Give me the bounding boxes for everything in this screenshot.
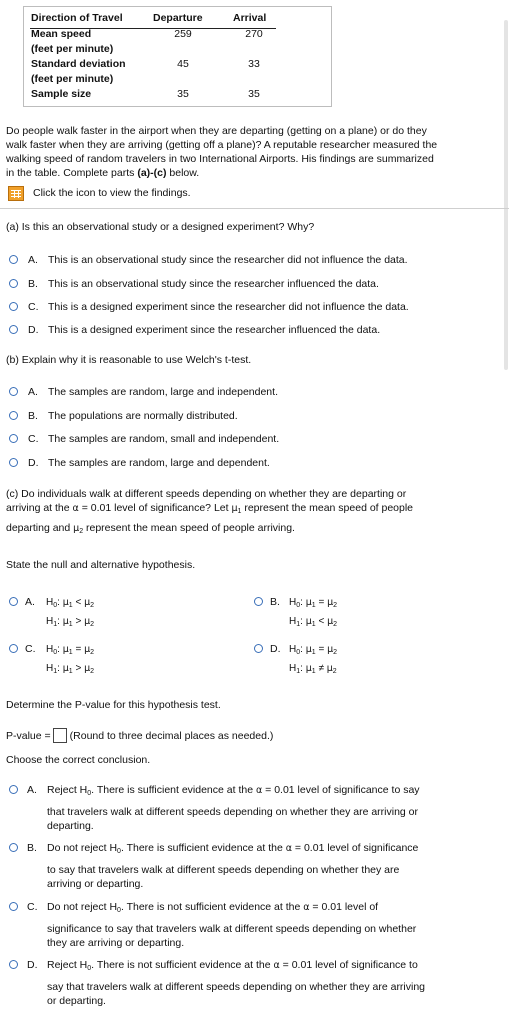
colon: : <box>57 644 60 655</box>
relation: = <box>75 644 82 655</box>
relation: ≠ <box>318 663 324 674</box>
conclusion-line: or departing. <box>47 995 106 1007</box>
mu-symbol: μ <box>305 597 312 608</box>
intro-text <box>6 124 506 180</box>
relation: = <box>318 597 325 608</box>
text-span: departing and <box>6 522 74 534</box>
mu-symbol: μ <box>73 523 80 534</box>
text-span: . There is not sufficient evidence at the <box>91 959 274 971</box>
option-text[interactable]: The samples are random, small and independent. <box>48 433 280 445</box>
conclusion-C[interactable] <box>47 900 502 950</box>
alpha-symbol: α <box>303 902 310 913</box>
mu-symbol: μ <box>62 644 69 655</box>
subscript: 2 <box>333 602 338 609</box>
mu-symbol: μ <box>327 597 334 608</box>
mu-symbol: μ <box>327 616 334 627</box>
alpha-symbol: α <box>255 785 263 796</box>
intro-line: Do people walk faster in the airport when they are departing (getting on a plane) or do they <box>6 125 427 137</box>
option-letter: D. <box>28 324 39 336</box>
subscript: 0 <box>117 907 121 914</box>
radio-a-B[interactable] <box>9 279 18 288</box>
table-cell-arrival: 270 <box>245 28 263 40</box>
conclusion-line <box>47 958 502 976</box>
option-letter: D. <box>27 959 38 971</box>
subscript: 1 <box>237 508 242 515</box>
subscript: 2 <box>333 621 338 628</box>
option-letter: A. <box>27 784 37 796</box>
radio-hyp-B[interactable] <box>254 597 263 606</box>
intro-line: walk faster when they are arriving (getting off a plane)? A reputable researcher measured the <box>6 139 438 151</box>
subscript: 1 <box>311 602 316 609</box>
table-cell-departure: 35 <box>177 88 189 100</box>
text-span: represent the mean speed of people <box>241 502 414 514</box>
conclusion-line <box>47 900 502 918</box>
text-span: = 0.01 level of <box>309 901 379 913</box>
text-span: Do not reject H <box>47 901 118 913</box>
h-symbol: H <box>46 597 54 608</box>
option-letter: C. <box>28 433 39 445</box>
scrollbar[interactable] <box>504 20 508 370</box>
findings-table <box>23 6 332 107</box>
mu-symbol: μ <box>84 663 91 674</box>
subscript: 1 <box>68 649 73 656</box>
conclusion-D[interactable] <box>47 958 502 1008</box>
table-row-label-unit: (feet per minute) <box>31 73 114 85</box>
mu-symbol: μ <box>84 644 91 655</box>
option-letter: C. <box>25 643 36 655</box>
question-c-line <box>6 521 506 539</box>
relation: > <box>75 616 82 627</box>
section-divider <box>0 208 509 209</box>
subscript: 2 <box>90 649 95 656</box>
question-c-line <box>6 501 506 519</box>
subscript: 0 <box>296 649 301 656</box>
radio-hyp-C[interactable] <box>9 644 18 653</box>
mu-symbol: μ <box>231 503 238 514</box>
subscript: 0 <box>53 649 58 656</box>
mu-symbol: μ <box>327 644 334 655</box>
pvalue-hint: (Round to three decimal places as needed.) <box>69 730 274 742</box>
conclusion-line: say that travelers walk at different speeds depending on whether they are arriving <box>47 981 426 993</box>
intro-line <box>6 166 506 180</box>
text-span: = 0.01 level of significance to <box>279 959 418 971</box>
radio-conclusion-A[interactable] <box>9 785 18 794</box>
option-letter: B. <box>28 410 38 422</box>
option-letter: A. <box>28 386 38 398</box>
colon: : <box>300 663 303 674</box>
hypothesis-B[interactable] <box>289 595 337 633</box>
option-letter: D. <box>28 457 39 469</box>
h-symbol: H <box>289 663 297 674</box>
subscript: 2 <box>332 668 337 675</box>
text-span: = 0.01 level of significance <box>292 842 419 854</box>
view-findings-link[interactable]: Click the icon to view the findings. <box>33 187 191 199</box>
mu-symbol: μ <box>305 663 312 674</box>
table-row-label: Standard deviation <box>31 58 126 70</box>
subscript: 2 <box>79 528 84 535</box>
mu-symbol: μ <box>62 597 69 608</box>
subscript: 1 <box>53 668 58 675</box>
table-header-departure: Departure <box>153 12 203 24</box>
subscript: 1 <box>311 668 316 675</box>
option-text[interactable]: The populations are normally distributed. <box>48 410 238 422</box>
subscript: 1 <box>296 621 301 628</box>
conclusion-line: that travelers walk at different speeds depending on whether they are arriving or <box>47 806 419 818</box>
text-span: = 0.01 level of significance? Let <box>78 502 232 514</box>
mu-symbol: μ <box>84 597 91 608</box>
option-text[interactable]: This is a designed experiment since the researcher did not influence the data. <box>48 301 409 313</box>
pvalue-prompt: Determine the P-value for this hypothesis test. <box>6 699 221 711</box>
conclusion-A[interactable] <box>47 783 502 833</box>
conclusion-line: departing. <box>47 820 94 832</box>
radio-hyp-A[interactable] <box>9 597 18 606</box>
subscript: 1 <box>53 621 58 628</box>
radio-conclusion-D[interactable] <box>9 960 18 969</box>
colon: : <box>57 616 60 627</box>
table-header-direction: Direction of Travel <box>31 12 123 24</box>
table-row-label-unit: (feet per minute) <box>31 43 114 55</box>
table-cell-departure: 259 <box>174 28 192 40</box>
colon: : <box>57 597 60 608</box>
conclusion-line: to say that travelers walk at different speeds depending on whether they are <box>47 864 400 876</box>
h-symbol: H <box>46 644 54 655</box>
mu-symbol: μ <box>84 616 91 627</box>
table-row-label: Mean speed <box>31 28 92 40</box>
hypothesis-D[interactable] <box>289 642 337 680</box>
option-letter: C. <box>27 901 38 913</box>
radio-b-C[interactable] <box>9 434 18 443</box>
h-symbol: H <box>46 663 54 674</box>
text-span: Do not reject H <box>47 842 118 854</box>
pvalue-row <box>6 728 273 743</box>
conclusion-line: significance to say that travelers walk at different speeds depending on whether <box>47 923 417 935</box>
alpha-symbol: α <box>72 503 79 514</box>
subscript: 1 <box>311 621 316 628</box>
relation: < <box>75 597 82 608</box>
radio-a-A[interactable] <box>9 255 18 264</box>
text-span: arriving at the <box>6 502 73 514</box>
conclusion-line <box>47 841 502 859</box>
subscript: 1 <box>311 649 316 656</box>
conclusion-line <box>47 783 502 801</box>
subscript: 0 <box>87 790 92 797</box>
relation: = <box>318 644 325 655</box>
hypothesis-A[interactable] <box>46 595 94 633</box>
conclusion-line: arriving or departing. <box>47 878 144 890</box>
intro-text-span: below. <box>166 167 200 179</box>
colon: : <box>57 663 60 674</box>
text-span: . There is sufficient evidence at the <box>91 784 256 796</box>
mu-symbol: μ <box>305 616 312 627</box>
option-letter: B. <box>28 278 38 290</box>
h-symbol: H <box>289 644 297 655</box>
subscript: 2 <box>90 668 95 675</box>
subscript: 1 <box>68 602 73 609</box>
alpha-symbol: α <box>273 960 280 971</box>
radio-a-C[interactable] <box>9 302 18 311</box>
radio-b-B[interactable] <box>9 411 18 420</box>
subscript: 1 <box>296 668 301 675</box>
option-letter: B. <box>270 596 280 608</box>
text-span: . There is not sufficient evidence at the <box>120 901 304 913</box>
subscript: 0 <box>296 602 301 609</box>
alpha-symbol: α <box>285 843 292 854</box>
colon: : <box>300 616 303 627</box>
mu-symbol: μ <box>62 616 69 627</box>
table-cell-departure: 45 <box>177 58 189 70</box>
option-text[interactable]: The samples are random, large and dependent. <box>48 457 270 469</box>
radio-conclusion-C[interactable] <box>9 902 18 911</box>
table-icon[interactable] <box>8 186 24 201</box>
conclusion-B[interactable] <box>47 841 502 891</box>
table-cell-arrival: 35 <box>248 88 260 100</box>
colon: : <box>300 644 303 655</box>
option-letter: A. <box>28 254 38 266</box>
subscript: 2 <box>90 602 95 609</box>
table-row-label: Sample size <box>31 88 92 100</box>
question-b: (b) Explain why it is reasonable to use Welch's t-test. <box>6 354 252 366</box>
pvalue-input[interactable] <box>53 728 67 743</box>
relation: < <box>318 616 325 627</box>
option-letter: A. <box>25 596 35 608</box>
table-cell-arrival: 33 <box>248 58 260 70</box>
pvalue-label: P-value = <box>6 730 51 742</box>
option-text[interactable]: This is a designed experiment since the researcher influenced the data. <box>48 324 381 336</box>
text-span: represent the mean speed of people arriving. <box>83 522 295 534</box>
subscript: 0 <box>87 965 92 972</box>
radio-b-D[interactable] <box>9 458 18 467</box>
option-letter: C. <box>28 301 39 313</box>
conclusion-line: they are arriving or departing. <box>47 937 185 949</box>
radio-conclusion-B[interactable] <box>9 843 18 852</box>
text-span: = 0.01 level of significance to say <box>262 784 420 796</box>
conclusion-prompt: Choose the correct conclusion. <box>6 754 151 766</box>
parts-range: (a)-(c) <box>137 167 167 179</box>
question-c-line: (c) Do individuals walk at different speeds depending on whether they are departing or <box>6 488 407 500</box>
subscript: 1 <box>68 668 73 675</box>
text-span: Reject H <box>47 959 88 971</box>
h-symbol: H <box>46 616 54 627</box>
state-hypothesis-prompt: State the null and alternative hypothesis. <box>6 559 196 571</box>
h-symbol: H <box>289 597 297 608</box>
mu-symbol: μ <box>62 663 69 674</box>
h-symbol: H <box>289 616 297 627</box>
question-c <box>6 487 506 539</box>
question-a: (a) Is this an observational study or a designed experiment? Why? <box>6 221 315 233</box>
radio-a-D[interactable] <box>9 325 18 334</box>
relation: > <box>75 663 82 674</box>
option-text[interactable]: This is an observational study since the researcher influenced the data. <box>48 278 379 290</box>
text-span: . There is sufficient evidence at the <box>120 842 286 854</box>
text-span: Reject H <box>47 784 88 796</box>
mu-symbol: μ <box>326 663 333 674</box>
option-letter: B. <box>27 842 37 854</box>
option-text[interactable]: The samples are random, large and independent. <box>48 386 278 398</box>
table-header-arrival: Arrival <box>233 12 267 24</box>
option-text[interactable]: This is an observational study since the researcher did not influence the data. <box>48 254 408 266</box>
intro-text-span: in the table. Complete parts <box>6 167 138 179</box>
radio-b-A[interactable] <box>9 387 18 396</box>
subscript: 0 <box>117 848 121 855</box>
colon: : <box>300 597 303 608</box>
subscript: 2 <box>333 649 338 656</box>
option-letter: D. <box>270 643 281 655</box>
hypothesis-C[interactable] <box>46 642 94 680</box>
mu-symbol: μ <box>305 644 312 655</box>
subscript: 0 <box>53 602 58 609</box>
subscript: 2 <box>90 621 95 628</box>
radio-hyp-D[interactable] <box>254 644 263 653</box>
intro-line: walking speed of random travelers in two International Airports. His findings are summarized <box>6 153 434 165</box>
subscript: 1 <box>68 621 73 628</box>
